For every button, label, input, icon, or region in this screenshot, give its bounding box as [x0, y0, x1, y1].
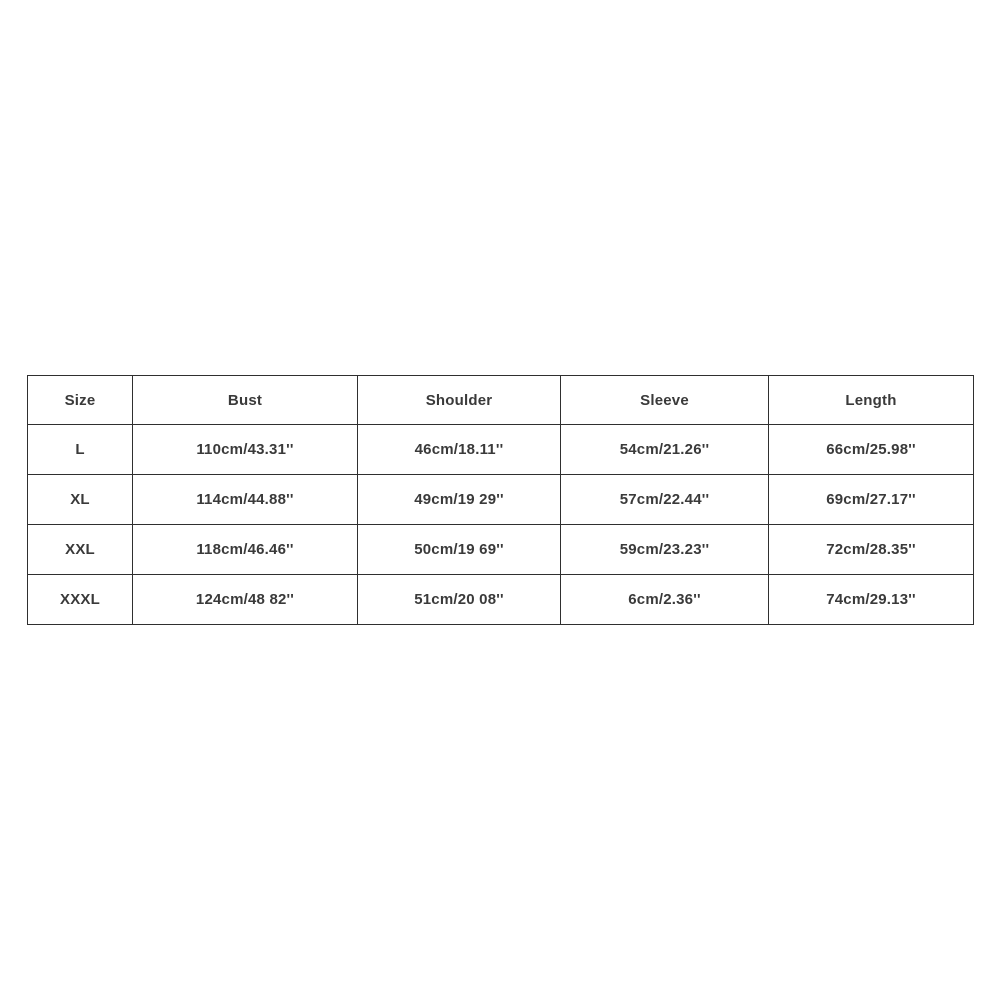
- header-cell-size: Size: [28, 376, 133, 425]
- table-row-xxl: [28, 525, 974, 575]
- cell-size: XXL: [28, 525, 133, 575]
- cell-shoulder: 50cm/19 69'': [358, 525, 561, 575]
- cell-length: 69cm/27.17'': [769, 475, 974, 525]
- cell-bust: 118cm/46.46'': [133, 525, 358, 575]
- cell-bust: 110cm/43.31'': [133, 425, 358, 475]
- cell-sleeve: 54cm/21.26'': [561, 425, 769, 475]
- header-cell-bust: Bust: [133, 376, 358, 425]
- cell-sleeve: 59cm/23.23'': [561, 525, 769, 575]
- header-cell-shoulder: Shoulder: [358, 376, 561, 425]
- cell-size: L: [28, 425, 133, 475]
- table-row-l: [28, 425, 974, 475]
- size-chart-table: [27, 375, 974, 625]
- cell-bust: 124cm/48 82'': [133, 575, 358, 625]
- cell-shoulder: 51cm/20 08'': [358, 575, 561, 625]
- table-row-xxxl: [28, 575, 974, 625]
- header-row: [28, 376, 974, 425]
- header-cell-length: Length: [769, 376, 974, 425]
- cell-shoulder: 49cm/19 29'': [358, 475, 561, 525]
- cell-bust: 114cm/44.88'': [133, 475, 358, 525]
- cell-sleeve: 57cm/22.44'': [561, 475, 769, 525]
- table-row-xl: [28, 475, 974, 525]
- cell-shoulder: 46cm/18.11'': [358, 425, 561, 475]
- cell-length: 74cm/29.13'': [769, 575, 974, 625]
- cell-length: 72cm/28.35'': [769, 525, 974, 575]
- cell-sleeve: 6cm/2.36'': [561, 575, 769, 625]
- header-cell-sleeve: Sleeve: [561, 376, 769, 425]
- cell-size: XXXL: [28, 575, 133, 625]
- cell-size: XL: [28, 475, 133, 525]
- cell-length: 66cm/25.98'': [769, 425, 974, 475]
